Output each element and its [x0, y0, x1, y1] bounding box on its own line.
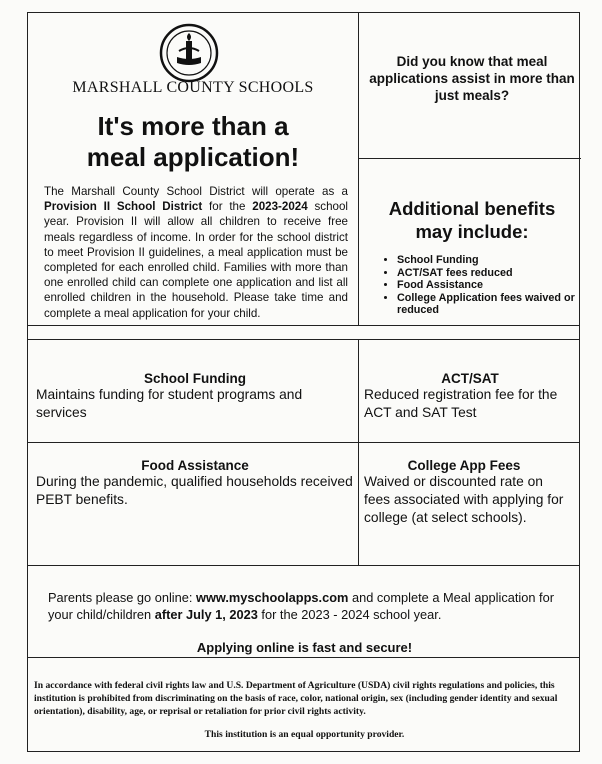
- food-assistance-body: During the pandemic, qualified households received PEBT benefits.: [36, 474, 353, 507]
- flyer-frame: [27, 12, 580, 752]
- food-assistance-box: [36, 458, 354, 509]
- page-title: [28, 111, 358, 173]
- benefits-title-line-1: Additional benefits: [388, 198, 556, 219]
- headline-line-1: It's more than a: [97, 111, 289, 141]
- school-name: MARSHALL COUNTY SCHOOLS: [72, 79, 314, 96]
- after-date: after July 1, 2023: [154, 606, 258, 622]
- school-seal-logo: [159, 23, 219, 83]
- intro-provision: Provision II School District: [44, 200, 203, 214]
- divider-boxes-middle: [28, 442, 579, 443]
- divider-right-header: [358, 158, 581, 159]
- school-funding-title: School Funding: [144, 371, 246, 386]
- column-divider-boxes: [358, 339, 359, 565]
- headline-line-2: meal application!: [86, 142, 300, 172]
- intro-paragraph: [44, 184, 348, 321]
- column-divider-top: [358, 13, 359, 325]
- did-you-know-text: Did you know that meal applications assist in more than just meals?: [369, 54, 575, 103]
- online-text-3: for the 2023 - 2024 school year.: [257, 606, 442, 622]
- secure-tagline: Applying online is fast and secure!: [196, 640, 413, 655]
- school-funding-body: Maintains funding for student programs and services: [36, 387, 303, 420]
- benefits-list: [383, 254, 587, 317]
- benefit-item: • Food Assistance: [397, 279, 587, 292]
- act-sat-body: Reduced registration fee for the ACT and SAT Test: [364, 387, 558, 420]
- online-text-2: and complete a Meal application for your child/children: [48, 590, 554, 622]
- benefit-item: • ACT/SAT fees reduced: [397, 267, 587, 280]
- divider-boxes-bottom: [28, 565, 579, 566]
- food-assistance-title: Food Assistance: [141, 458, 249, 473]
- intro-year: 2023-2024: [252, 200, 308, 214]
- intro-text-1: The Marshall County School District will operate as a: [44, 185, 348, 198]
- school-funding-box: [36, 371, 354, 422]
- benefit-item: • College Application fees waived or reduced: [397, 292, 587, 317]
- benefit-item: • School Funding: [397, 254, 587, 267]
- benefits-title-line-2: may include:: [415, 221, 529, 242]
- act-sat-title: ACT/SAT: [441, 371, 499, 386]
- intro-text-2: for the: [202, 200, 253, 214]
- college-app-body: Waived or discounted rate on fees associated with applying for college (at select schools).: [364, 474, 564, 525]
- divider-main: [28, 325, 579, 326]
- online-text-1: Parents please go online:: [48, 590, 196, 605]
- divider-boxes-top: [28, 339, 579, 340]
- college-app-box: [364, 458, 564, 527]
- civil-rights-statement: In accordance with federal civil rights law and U.S. Department of Agriculture (USDA) civil rights regulations and policies, this institution is prohibited from discriminating on the basis of race, color, national origin, sex (including gender identity and sexual orientation), disability, age, or reprisal or retaliation for prior civil rights activity.: [34, 680, 558, 717]
- intro-text-3: school year. Provision II will allow all children to receive free meals regardless of income. In order for the school district to meet Provision II guidelines, a meal application must be completed for each enrolled child. Families with more than one enrolled child can complete one application and list all enrolled children in the household. Please take time and complete a meal application for your child.: [44, 200, 349, 320]
- online-instructions: [48, 590, 568, 623]
- website-link[interactable]: www.myschoolapps.com: [195, 590, 349, 605]
- divider-footer: [28, 657, 579, 658]
- college-app-title: College App Fees: [407, 458, 521, 473]
- benefits-title: [368, 197, 576, 243]
- act-sat-box: [364, 371, 576, 422]
- equal-opportunity-statement: This institution is an equal opportunity provider.: [204, 729, 405, 740]
